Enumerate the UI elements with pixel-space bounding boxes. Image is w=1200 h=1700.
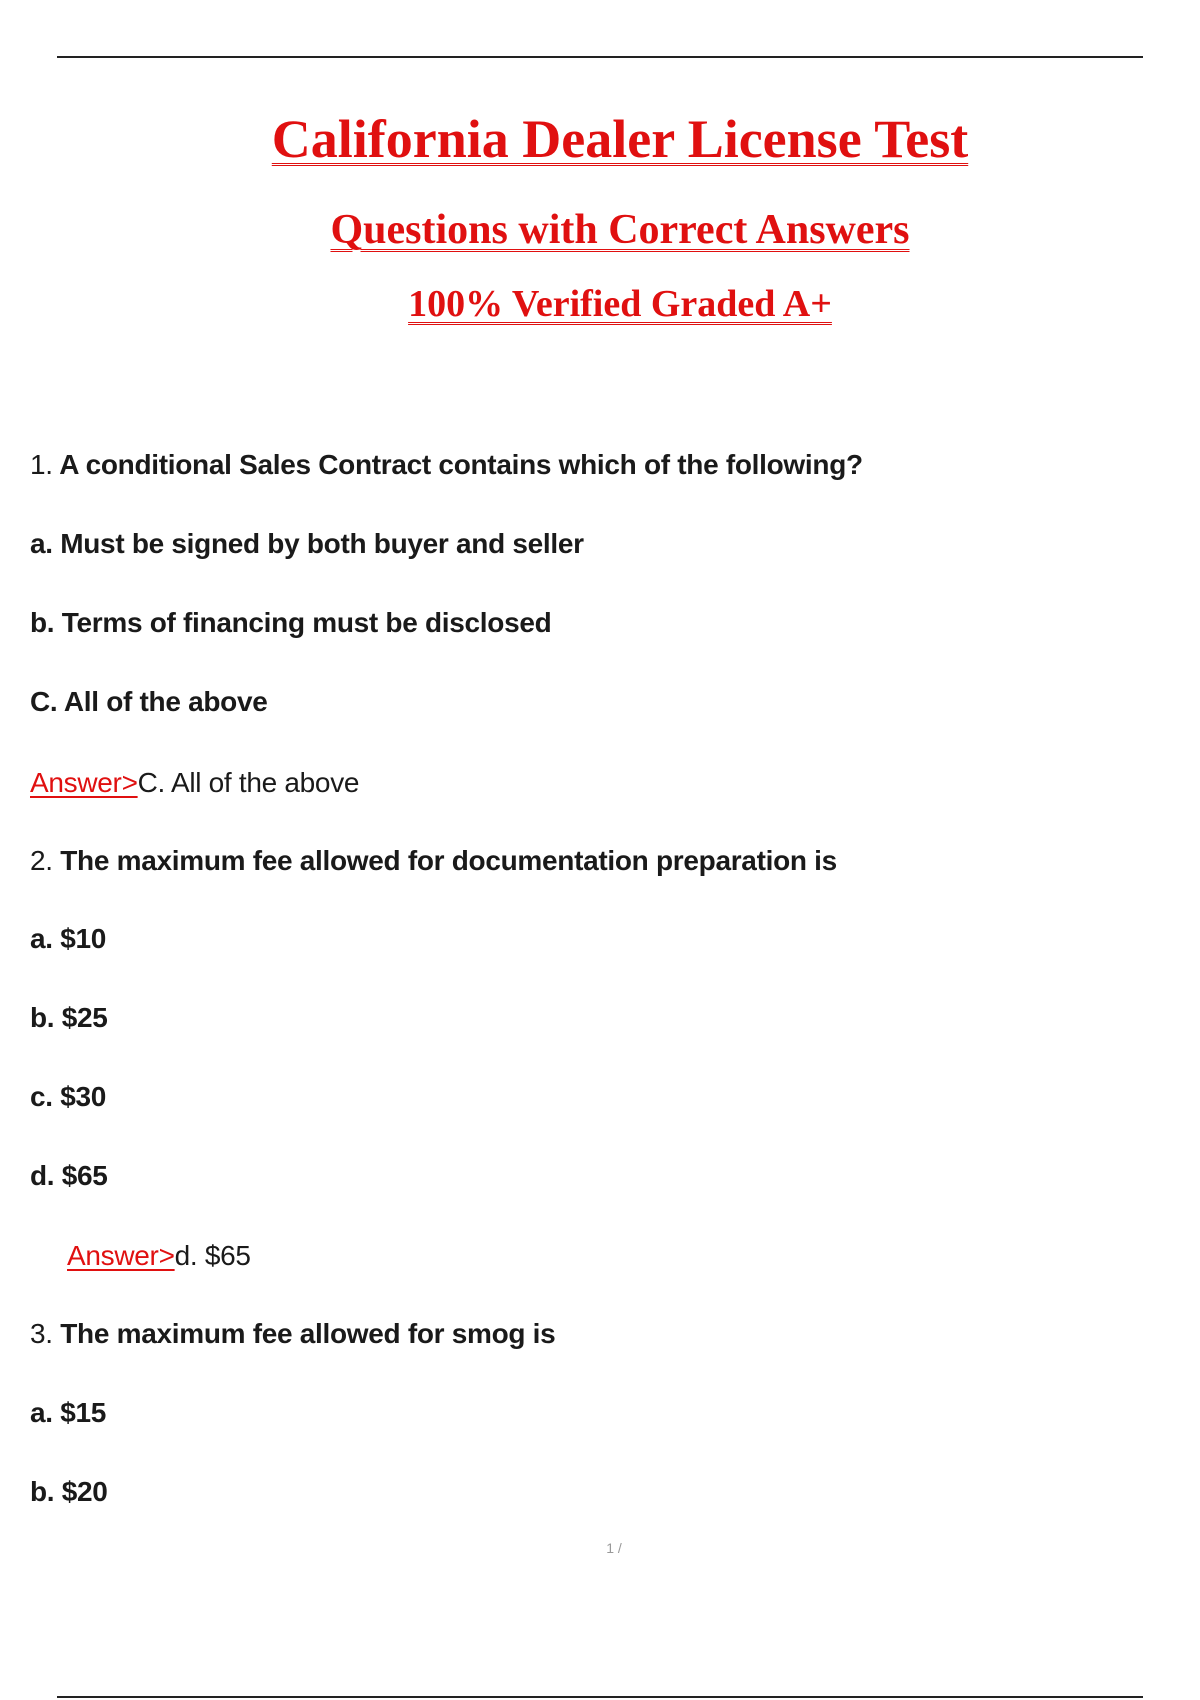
question-1 xyxy=(30,449,863,481)
question-1-answer-text: C. All of the above xyxy=(137,767,360,798)
question-2 xyxy=(30,845,837,877)
question-2-option-d: d. $65 xyxy=(30,1160,108,1191)
question-3-number: 3. xyxy=(30,1318,53,1349)
bottom-rule xyxy=(57,1696,1143,1698)
question-2-option-c: c. $30 xyxy=(30,1081,107,1112)
answer-label: Answer> xyxy=(67,1240,175,1271)
question-2-answer-text: d. $65 xyxy=(174,1240,251,1271)
question-3-text: The maximum fee allowed for smog is xyxy=(60,1318,556,1349)
document-subtitle: Questions with Correct Answers xyxy=(330,207,910,253)
question-2-text: The maximum fee allowed for documentation preparation is xyxy=(60,845,837,876)
question-1-option-c: C. All of the above xyxy=(30,686,268,717)
question-3-option-b: b. $20 xyxy=(30,1476,108,1507)
question-1-number: 1. xyxy=(30,449,53,480)
question-1-answer xyxy=(30,767,359,799)
top-rule xyxy=(57,56,1143,58)
question-2-answer xyxy=(67,1240,251,1272)
page-number: 1 / xyxy=(606,1540,622,1556)
document-tagline: 100% Verified Graded A+ xyxy=(408,283,832,325)
question-3-option-a: a. $15 xyxy=(30,1397,107,1428)
answer-label: Answer> xyxy=(30,767,138,798)
question-2-number: 2. xyxy=(30,845,53,876)
question-1-text: A conditional Sales Contract contains which of the following? xyxy=(59,449,863,480)
question-2-option-b: b. $25 xyxy=(30,1002,108,1033)
question-2-option-a: a. $10 xyxy=(30,923,107,954)
document-title: California Dealer License Test xyxy=(271,109,969,169)
question-3 xyxy=(30,1318,555,1350)
question-1-option-b: b. Terms of financing must be disclosed xyxy=(30,607,552,638)
question-1-option-a: a. Must be signed by both buyer and seller xyxy=(30,528,584,559)
